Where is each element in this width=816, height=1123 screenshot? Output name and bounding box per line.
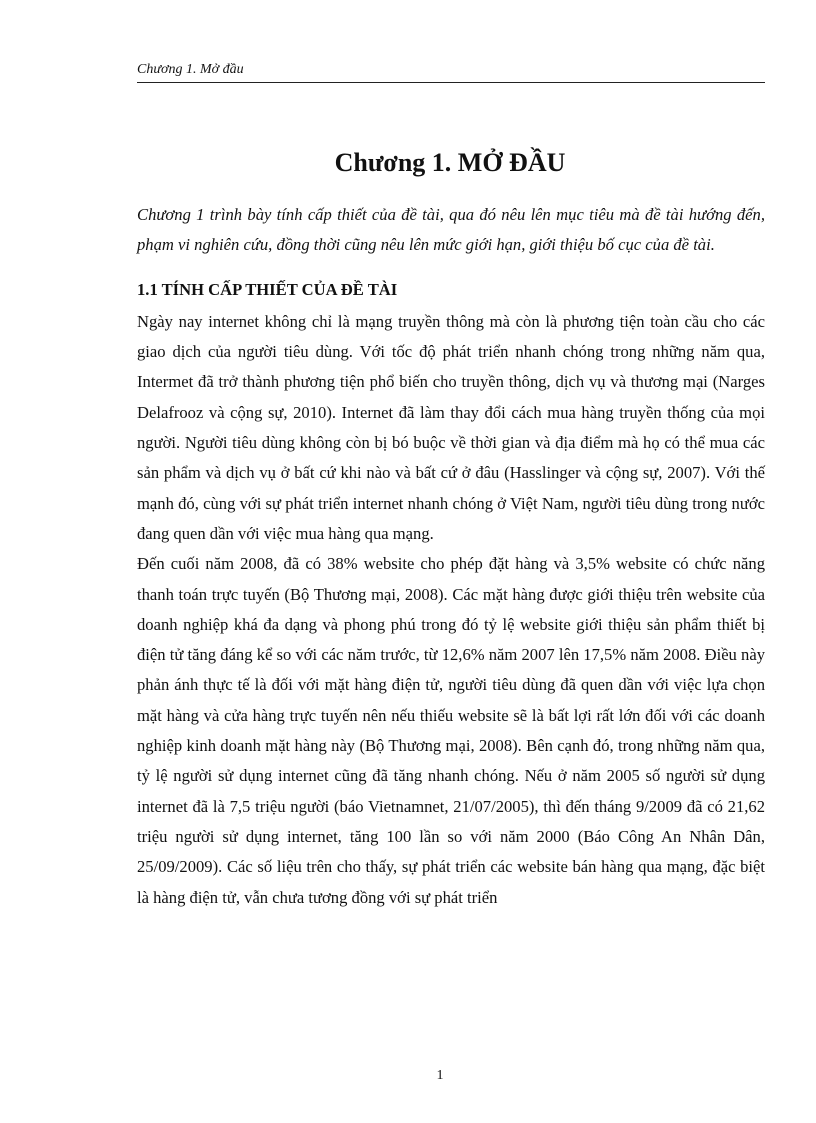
section-heading: 1.1 TÍNH CẤP THIẾT CỦA ĐỀ TÀI [137, 279, 398, 299]
page-body [137, 200, 765, 913]
body-paragraph-1: Ngày nay internet không chỉ là mạng truyền thông mà còn là phương tiện toàn cầu cho các giao dịch của người tiêu dùng. Với tốc độ phát triển nhanh chóng trong những năm qua, Intermet đã trở thành phương tiện phổ biến cho truyền thông, dịch vụ và thương mại (Narges Delafrooz và cộng sự, 2010). Internet đã làm thay đổi cách mua hàng truyền thống của mọi người. Người tiêu dùng không còn bị bó buộc về thời gian và địa điểm mà họ có thể mua các sản phẩm và dịch vụ ở bất cứ khi nào và bất cứ ở đâu (Hasslinger và cộng sự, 2007). Với thế mạnh đó, cùng với sự phát triển internet nhanh chóng ở Việt Nam, người tiêu dùng trong nước đang quen dần với việc mua hàng qua mạng. [137, 311, 765, 543]
chapter-intro: Chương 1 trình bày tính cấp thiết của đề tài, qua đó nêu lên mục tiêu mà đề tài hướng đến, phạm vi nghiên cứu, đồng thời cũng nêu lên mức giới hạn, giới thiệu bố cục của đề tài. [137, 205, 765, 255]
body-paragraph-2: Đến cuối năm 2008, đã có 38% website cho phép đặt hàng và 3,5% website có chức năng thanh toán trực tuyến (Bộ Thương mại, 2008). Các mặt hàng được giới thiệu trên website của doanh nghiệp khá đa dạng và phong phú trong đó tỷ lệ website giới thiệu sản phẩm thiết bị điện tử tăng đáng kể so với các năm trước, từ 12,6% năm 2007 lên 17,5% năm 2008. Điều này phản ánh thực tế là đối với mặt hàng điện tử, người tiêu dùng đã quen dần với việc lựa chọn mặt hàng và cửa hàng trực tuyến nên nếu thiếu website sẽ là bất lợi rất lớn đối với các doanh nghiệp kinh doanh mặt hàng này (Bộ Thương mại, 2008). Bên cạnh đó, trong những năm qua, tỷ lệ người sử dụng internet cũng đã tăng nhanh chóng. Nếu ở năm 2005 số người sử dụng internet đã là 7,5 triệu người (báo Vietnamnet, 21/07/2005), thì đến tháng 9/2009 đã có 21,62 triệu người sử dụng internet, tăng 100 lần so với năm 2000 (Báo Công An Nhân Dân, 25/09/2009). Các số liệu trên cho thấy, sự phát triển các website bán hàng qua mạng, đặc biệt là hàng điện tử, vẫn chưa tương đồng với sự phát triển [137, 554, 765, 907]
chapter-title: Chương 1. MỞ ĐẦU [334, 148, 566, 177]
header-rule [137, 82, 765, 83]
running-header: Chương 1. Mở đầu [137, 62, 244, 77]
page-number: 1 [436, 1068, 444, 1083]
